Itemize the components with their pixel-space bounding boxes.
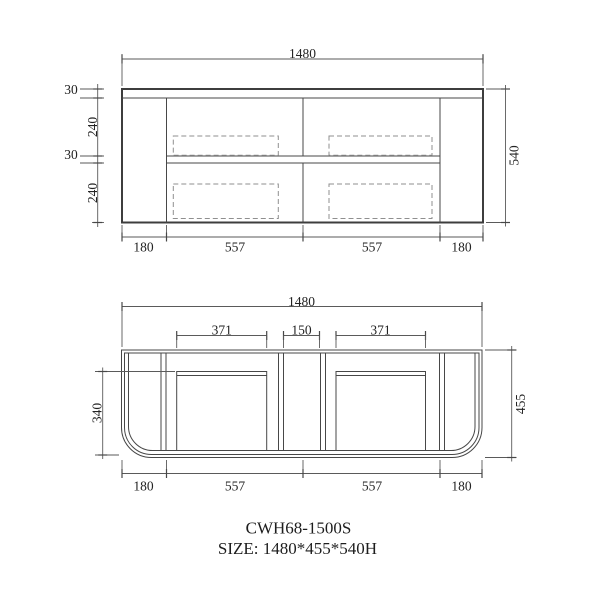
front-dim-bottom-chain [122,225,483,255]
plan-dim-depth-inner [90,368,176,460]
plan-dim-width-label: 1480 [288,294,315,309]
model-number-text: CWH68-1500S [245,518,352,538]
plan-outer-profile [122,350,483,458]
plan-dim-left-bay-label: 557 [224,478,246,494]
drawer-dashed-lower-right [329,184,432,219]
plan-dim-right-panel-label: 180 [451,478,472,494]
front-dim-lower-section-label: 240 [85,182,100,204]
plan-left-basin-box [177,372,267,451]
front-dim-height [486,85,522,227]
plan-dim-right-bay-label: 557 [361,478,383,494]
plan-dim-left-basin-label: 371 [211,322,232,338]
plan-dim-bottom-chain [122,460,482,494]
drawer-dashed-upper-right [329,136,432,155]
plan-dim-center-gap-label: 150 [291,322,312,338]
plan-outline [122,350,483,458]
drawer-dashed-lower-left [173,184,278,219]
title-block [218,519,377,559]
front-dim-total-width [122,46,483,86]
drawer-dashed-upper-left [173,136,278,155]
front-dim-left-bay-label: 557 [224,239,246,255]
front-dim-height-label: 540 [506,145,522,166]
front-dim-right-panel-label: 180 [451,239,472,255]
plan-dim-inner-widths [177,323,426,349]
front-elevation-view [64,46,521,255]
front-dim-left-panel-label: 180 [133,239,154,255]
plan-inner-wall-line [129,353,476,451]
plan-dim-left-panel-label: 180 [133,478,154,494]
plan-dim-depth-total [485,346,528,462]
plan-basin-boxes [177,372,426,451]
plan-dim-inner-depth-label: 340 [89,402,105,424]
front-dim-shelf-thickness-label: 30 [64,147,78,162]
plan-view [90,294,529,494]
size-text: SIZE: 1480*455*540H [217,539,378,558]
front-dim-top-thickness-label: 30 [64,81,78,97]
plan-dim-total-width [122,294,482,347]
plan-right-basin-box [336,372,426,451]
front-dim-width-label: 1480 [289,46,316,61]
plan-partitions [161,353,445,451]
front-dim-right-bay-label: 557 [361,239,383,255]
plan-dim-right-basin-label: 371 [370,322,391,338]
plan-dim-total-depth-label: 455 [513,393,528,415]
front-dim-left-chain [64,82,104,227]
front-dim-upper-section-label: 240 [85,116,100,138]
